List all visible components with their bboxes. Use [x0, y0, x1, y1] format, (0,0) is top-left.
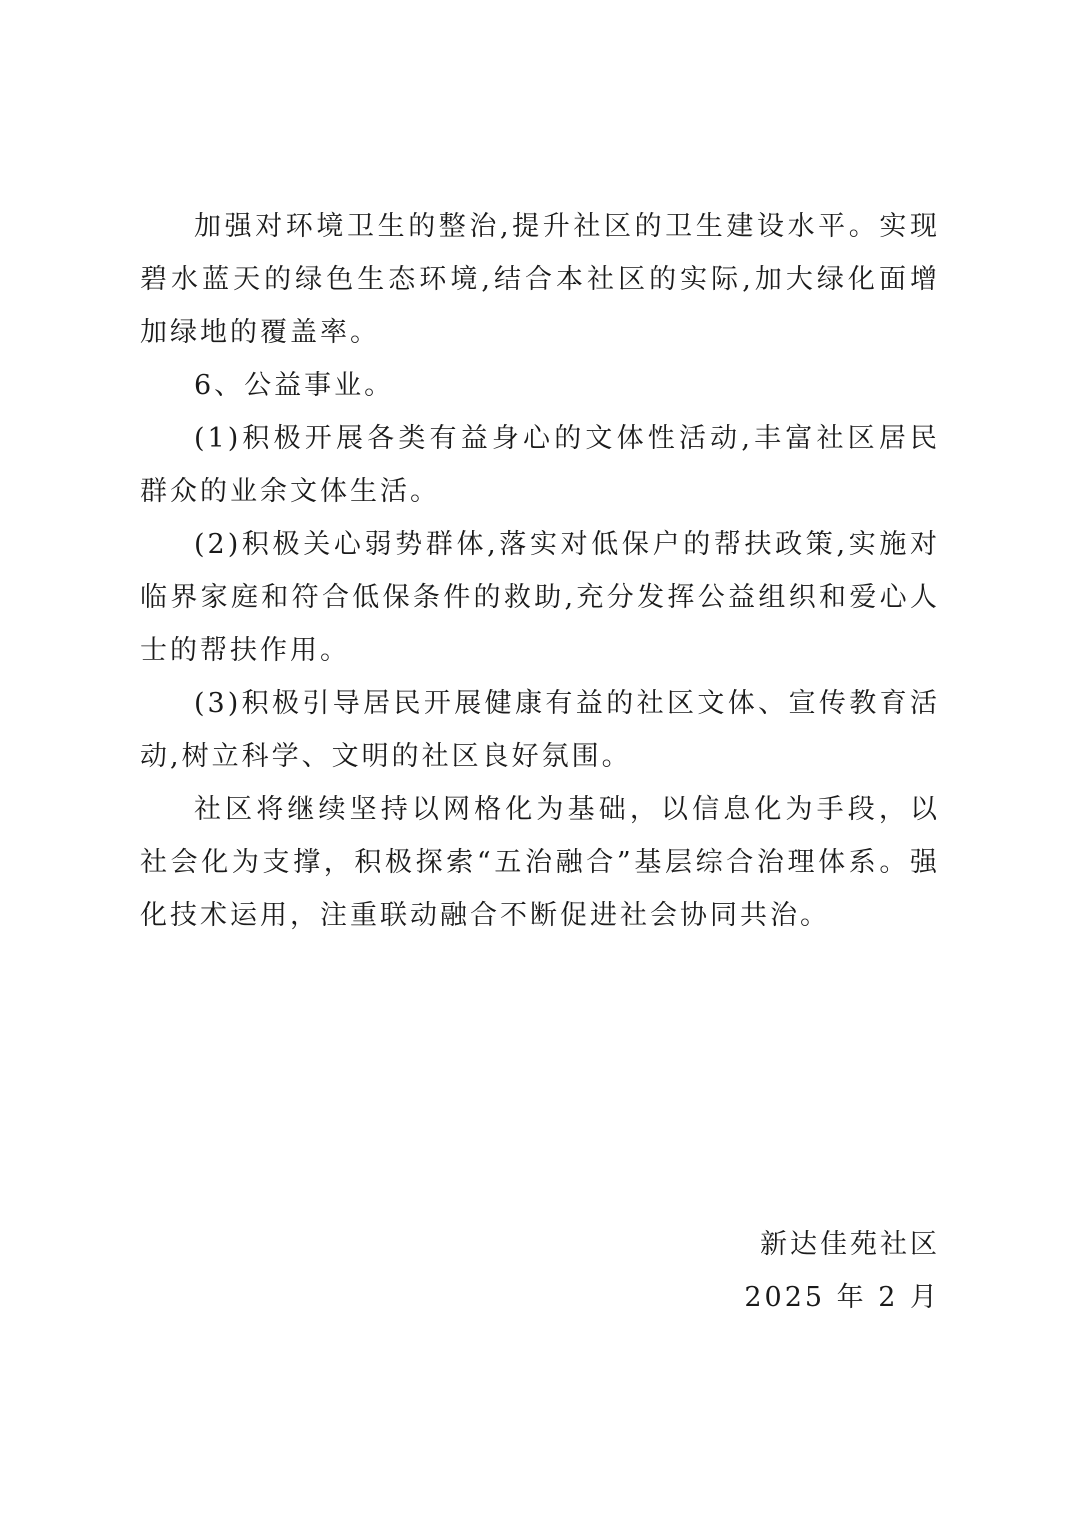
- paragraph-conclusion: 社区将继续坚持以网格化为基础，以信息化为手段，以社会化为支撑，积极探索“五治融合”基层综合治理体系。强化技术运用，注重联动融合不断促进社会协同共治。: [140, 794, 940, 931]
- section-heading-public-welfare: 6、公益事业。: [194, 370, 395, 401]
- paragraph-item-2: (2)积极关心弱势群体,落实对低保户的帮扶政策,实施对临界家庭和符合低保条件的救助,充分发挥公益组织和爱心人士的帮扶作用。: [140, 529, 940, 666]
- signature-date: 2025 年 2 月: [744, 1282, 940, 1313]
- signature-block: [744, 1218, 940, 1324]
- document-body: [140, 200, 940, 942]
- paragraph-item-1: (1)积极开展各类有益身心的文体性活动,丰富社区居民群众的业余文体生活。: [140, 423, 940, 507]
- signature-organization: 新达佳苑社区: [760, 1229, 940, 1260]
- paragraph-environment: 加强对环境卫生的整治,提升社区的卫生建设水平。实现碧水蓝天的绿色生态环境,结合本社区的实际,加大绿化面增加绿地的覆盖率。: [140, 211, 940, 348]
- paragraph-item-3: (3)积极引导居民开展健康有益的社区文体、宣传教育活动,树立科学、文明的社区良好氛围。: [140, 688, 940, 772]
